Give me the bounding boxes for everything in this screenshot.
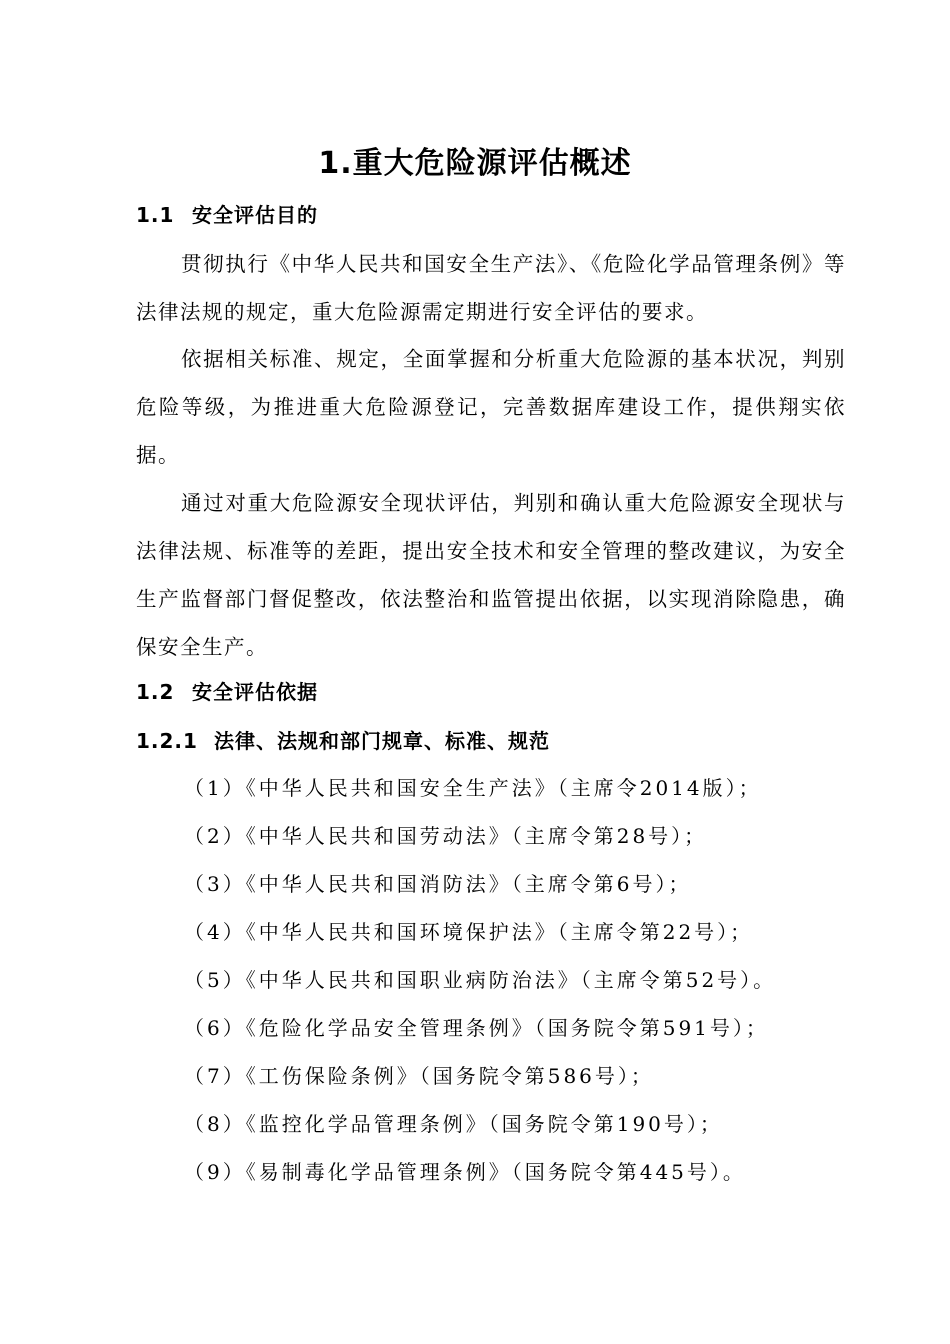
section-number: 1.2.1 — [136, 729, 198, 753]
paragraph-3: 通过对重大危险源安全现状评估，判别和确认重大危险源安全现状与法律法规、标准等的差距，提出安全技术和安全管理的整改建议，为安全生产监督部门督促整改，依法整治和监管提出依据，以实现消除隐患，确保安全生产。 — [136, 491, 846, 659]
list-item: （5）《中华人民共和国职业病防治法》（主席令第52号）。 — [184, 968, 777, 992]
section-heading-1-1 — [136, 200, 318, 230]
paragraph-1: 贯彻执行《中华人民共和国安全生产法》、《危险化学品管理条例》等法律法规的规定，重大危险源需定期进行安全评估的要求。 — [136, 252, 846, 324]
list-item: （8）《监控化学品管理条例》（国务院令第190号）； — [184, 1112, 723, 1136]
list-item: （6）《危险化学品安全管理条例》（国务院令第591号）； — [184, 1016, 769, 1040]
list-item: （2）《中华人民共和国劳动法》（主席令第28号）； — [184, 824, 708, 848]
section-title: 法律、法规和部门规章、标准、规范 — [214, 729, 550, 753]
section-title: 安全评估依据 — [192, 680, 318, 704]
section-heading-1-2-1 — [136, 726, 550, 756]
list-item: （7）《工伤保险条例》（国务院令第586号）； — [184, 1064, 654, 1088]
list-item: （1）《中华人民共和国安全生产法》（主席令2014版）； — [184, 776, 762, 800]
section-number: 1.1 — [136, 203, 175, 227]
paragraph-2: 依据相关标准、规定，全面掌握和分析重大危险源的基本状况，判别危险等级，为推进重大危险源登记，完善数据库建设工作，提供翔实依据。 — [136, 347, 846, 467]
list-item: （9）《易制毒化学品管理条例》（国务院令第445号）。 — [184, 1160, 746, 1184]
section-heading-1-2 — [136, 677, 318, 707]
list-item: （3）《中华人民共和国消防法》（主席令第6号）； — [184, 872, 692, 896]
section-number: 1.2 — [136, 680, 175, 704]
page-title: 1.重大危险源评估概述 — [318, 146, 632, 181]
section-title: 安全评估目的 — [192, 203, 318, 227]
list-item: （4）《中华人民共和国环境保护法》（主席令第22号）； — [184, 920, 754, 944]
